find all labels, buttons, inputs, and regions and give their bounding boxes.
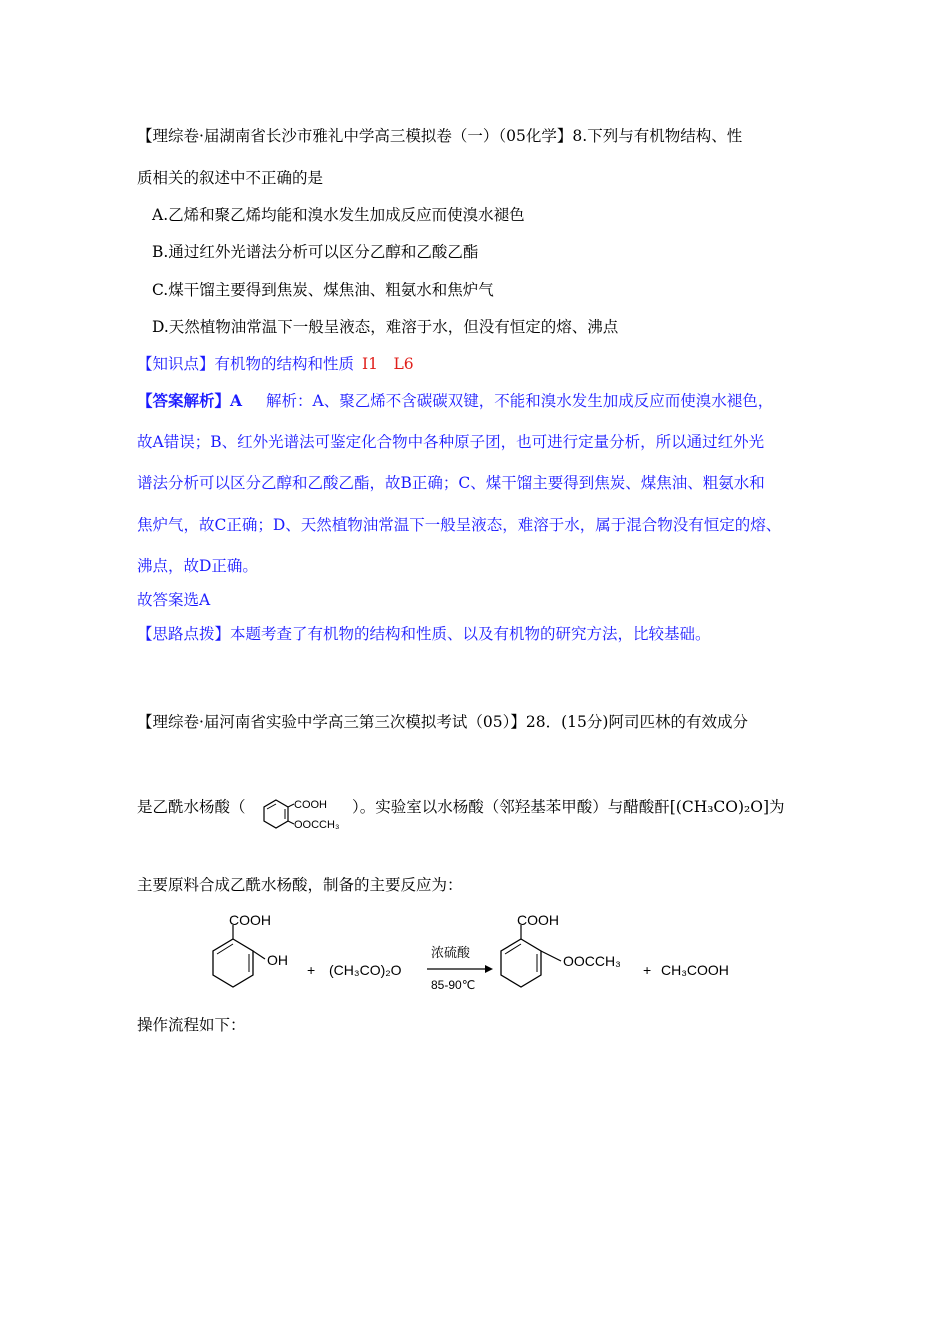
- q1-header: 【理综卷·届湖南省长沙市雅礼中学高三模拟卷（一）（05化学】8.下列与有机物结构、性: [137, 127, 743, 145]
- analysis-line: 焦炉气，故C正确；D、天然植物油常温下一般呈液态，难溶于水，属于混合物没有恒定的熔、: [137, 516, 782, 534]
- plus-sign-2: +: [643, 962, 652, 978]
- acetic-acid-label: CH₃COOH: [661, 962, 729, 978]
- temperature-label: 85-90℃: [431, 978, 476, 992]
- r1-cooh-label: COOH: [229, 912, 271, 928]
- r1-oh-label: OH: [267, 952, 288, 968]
- q2-line-2b: ）。实验室以水杨酸（邻羟基苯甲酸）与醋酸酐[(CH₃CO)₂O]为: [352, 798, 785, 816]
- p1-cooh-label: COOH: [517, 912, 559, 928]
- analysis-line: 谱法分析可以区分乙醇和乙酸乙酯，故B正确；C、煤干馏主要得到焦炭、煤焦油、粗氨水和: [137, 474, 765, 492]
- answer-analysis-line: [137, 391, 773, 411]
- q2-line-4: 操作流程如下：: [137, 1016, 246, 1034]
- p1-ester-label: OOCCH₃: [563, 953, 621, 969]
- q2-header: 【理综卷·届河南省实验中学高三第三次模拟考试（05）】28．(15分)阿司匹林的有效成分: [137, 713, 748, 731]
- inline-ester-label: OOCCH₃: [294, 819, 340, 831]
- solution-tips: 【思路点拨】本题考查了有机物的结构和性质、以及有机物的研究方法，比较基础。: [137, 625, 711, 643]
- knowledge-label: 【知识点】有机物的结构和性质: [137, 355, 355, 373]
- plus-sign-1: +: [307, 962, 316, 978]
- q1-header-cont: 质相关的叙述中不正确的是: [137, 169, 324, 187]
- q2-line-3: 主要原料合成乙酰水杨酸，制备的主要反应为：: [137, 876, 463, 894]
- analysis-text: 解析：A、聚乙烯不含碳碳双键，不能和溴水发生加成反应而使溴水褪色，: [266, 392, 774, 410]
- final-answer: 故答案选A: [137, 591, 211, 609]
- catalyst-label: 浓硫酸: [431, 945, 471, 960]
- knowledge-point: [137, 354, 414, 374]
- answer-label: 【答案解析】A: [137, 391, 243, 410]
- knowledge-codes: I1 L6: [362, 355, 414, 373]
- analysis-line: 沸点，故D正确。: [137, 557, 258, 575]
- q1-option-b: B.通过红外光谱法分析可以区分乙醇和乙酸乙酯: [152, 243, 479, 261]
- q2-line-2a: 是乙酰水杨酸（: [137, 798, 246, 816]
- inline-cooh-label: COOH: [294, 799, 327, 811]
- q1-option-a: A.乙烯和聚乙烯均能和溴水发生加成反应而使溴水褪色: [152, 206, 525, 224]
- synthesis-reaction-scheme: [195, 905, 755, 1005]
- q1-option-d: D.天然植物油常温下一般呈液态，难溶于水，但没有恒定的熔、沸点: [152, 318, 619, 336]
- acetylsalicylic-acid-structure: [254, 792, 364, 842]
- acetic-anhydride-label: (CH₃CO)₂O: [329, 962, 402, 978]
- q1-option-c: C.煤干馏主要得到焦炭、煤焦油、粗氨水和焦炉气: [152, 281, 494, 299]
- analysis-line: 故A错误；B、红外光谱法可鉴定化合物中各种原子团，也可进行定量分析，所以通过红外光: [137, 433, 765, 451]
